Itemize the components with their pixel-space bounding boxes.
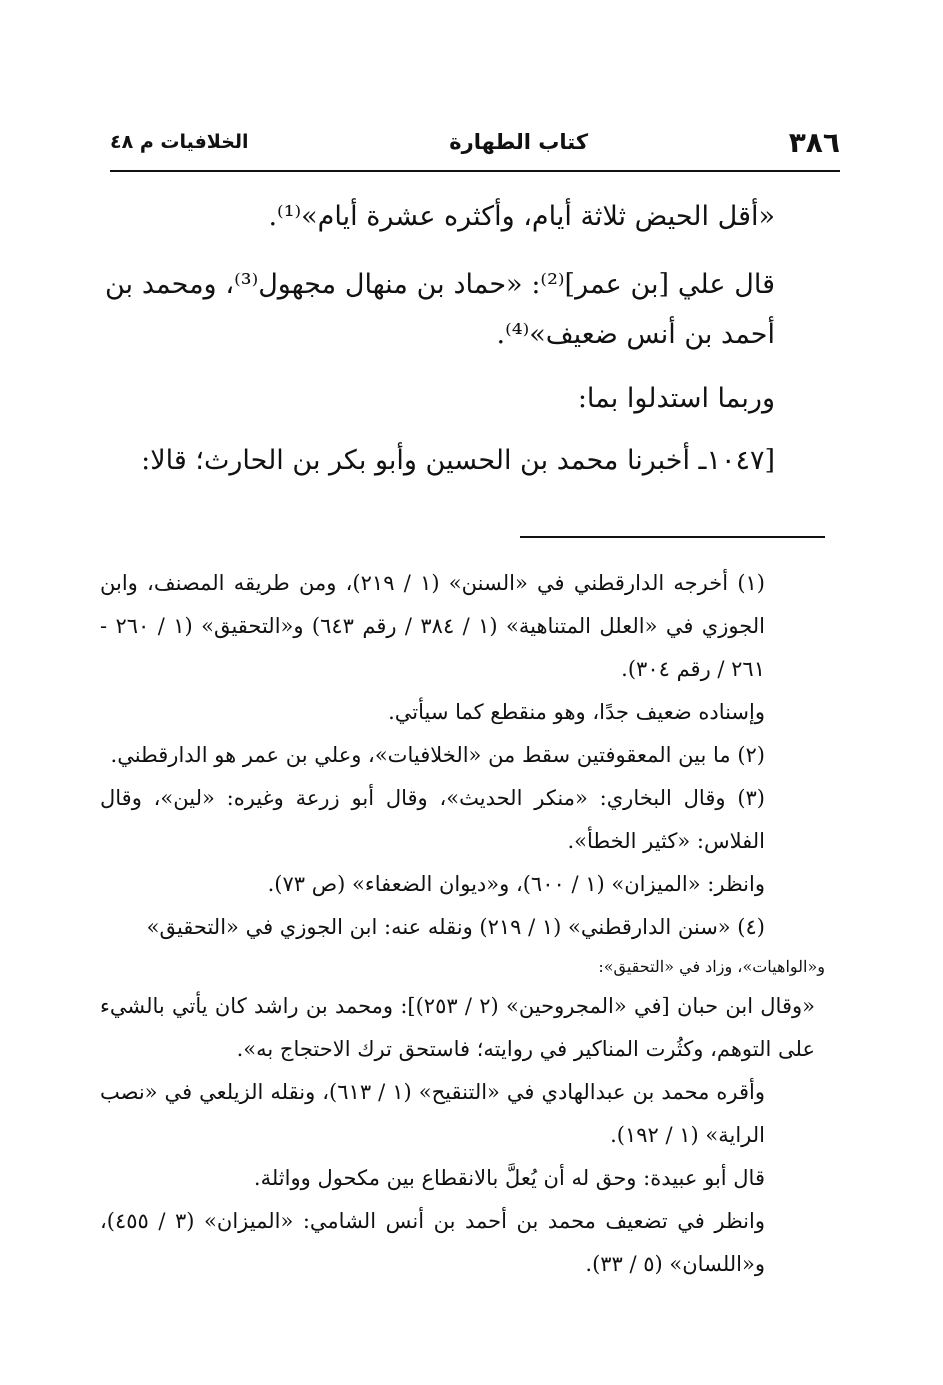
footnotes [100, 562, 825, 1286]
footnote-1: (١) أخرجه الدارقطني في «السنن» (١ / ٢١٩)، ومن طريقه المصنف، وابن الجوزي في «العلل المتناهية» (١ / ٣٨٤ / رقم ٦٤٣) و«التحقيق» (١ / ٢٦٠ - ٢٦١ / رقم ٣٠٤). [100, 571, 765, 681]
footnote-text: و«الواهيات»، وزاد في «التحقيق»: [598, 957, 825, 976]
footnote-2: (٢) ما بين المعقوفتين سقط من «الخلافيات»، وعلي بن عمر هو الدارقطني. [110, 743, 765, 767]
hadith-isnad: [١٠٤٧ـ أخبرنا محمد بن الحسين وأبو بكر بن الحارث؛ قالا: [141, 445, 775, 476]
footnote-text: وإسناده ضعيف جدًا، وهو منقطع كما سيأتي. [388, 700, 765, 724]
volume-label: الخلافيات م ٤٨ [110, 131, 249, 153]
main-paragraph: وربما استدلوا بما: [577, 383, 775, 414]
footnote-text: قال أبو عبيدة: وحق له أن يُعلَّ بالانقطاع بين مكحول وواثلة. [253, 1166, 765, 1190]
main-text [105, 192, 835, 486]
footnote-text: وانظر: «الميزان» (١ / ٦٠٠)، و«ديوان الضعفاء» (ص ٧٣). [267, 872, 765, 896]
footnote-4: (٤) «سنن الدارقطني» (١ / ٢١٩) ونقله عنه: ابن الجوزي في «التحقيق» [146, 915, 765, 939]
page-header [110, 122, 840, 162]
footnote-quote: «وقال ابن حبان [في «المجروحين» (٢ / ٢٥٣)]: ومحمد بن راشد كان يأتي بالشيء على التوهم، وكثُرت المناكير في روايته؛ فاستحق ترك الاحتجاج به». [100, 994, 815, 1061]
header-rule [110, 170, 840, 172]
main-paragraph: قال علي [بن عمر]⁽²⁾: «حماد بن منهال مجهول⁽³⁾، ومحمد بن أحمد بن أنس ضعيف»⁽⁴⁾. [105, 269, 775, 350]
chapter-title: كتاب الطهارة [449, 130, 589, 154]
footnote-separator [520, 536, 825, 538]
main-paragraph: «أقل الحيض ثلاثة أيام، وأكثره عشرة أيام»⁽¹⁾. [268, 201, 775, 232]
page-number: ٣٨٦ [788, 125, 840, 159]
footnote-text: وانظر في تضعيف محمد بن أحمد بن أنس الشامي: «الميزان» (٣ / ٤٥٥)، و«اللسان» (٥ / ٣٣). [100, 1209, 765, 1276]
footnote-text: وأقره محمد بن عبدالهادي في «التنقيح» (١ / ٦١٣)، ونقله الزيلعي في «نصب الراية» (١ / ١٩٢). [100, 1080, 766, 1147]
footnote-3: (٣) وقال البخاري: «منكر الحديث»، وقال أبو زرعة وغيره: «لين»، وقال الفلاس: «كثير الخطأ». [100, 786, 765, 853]
